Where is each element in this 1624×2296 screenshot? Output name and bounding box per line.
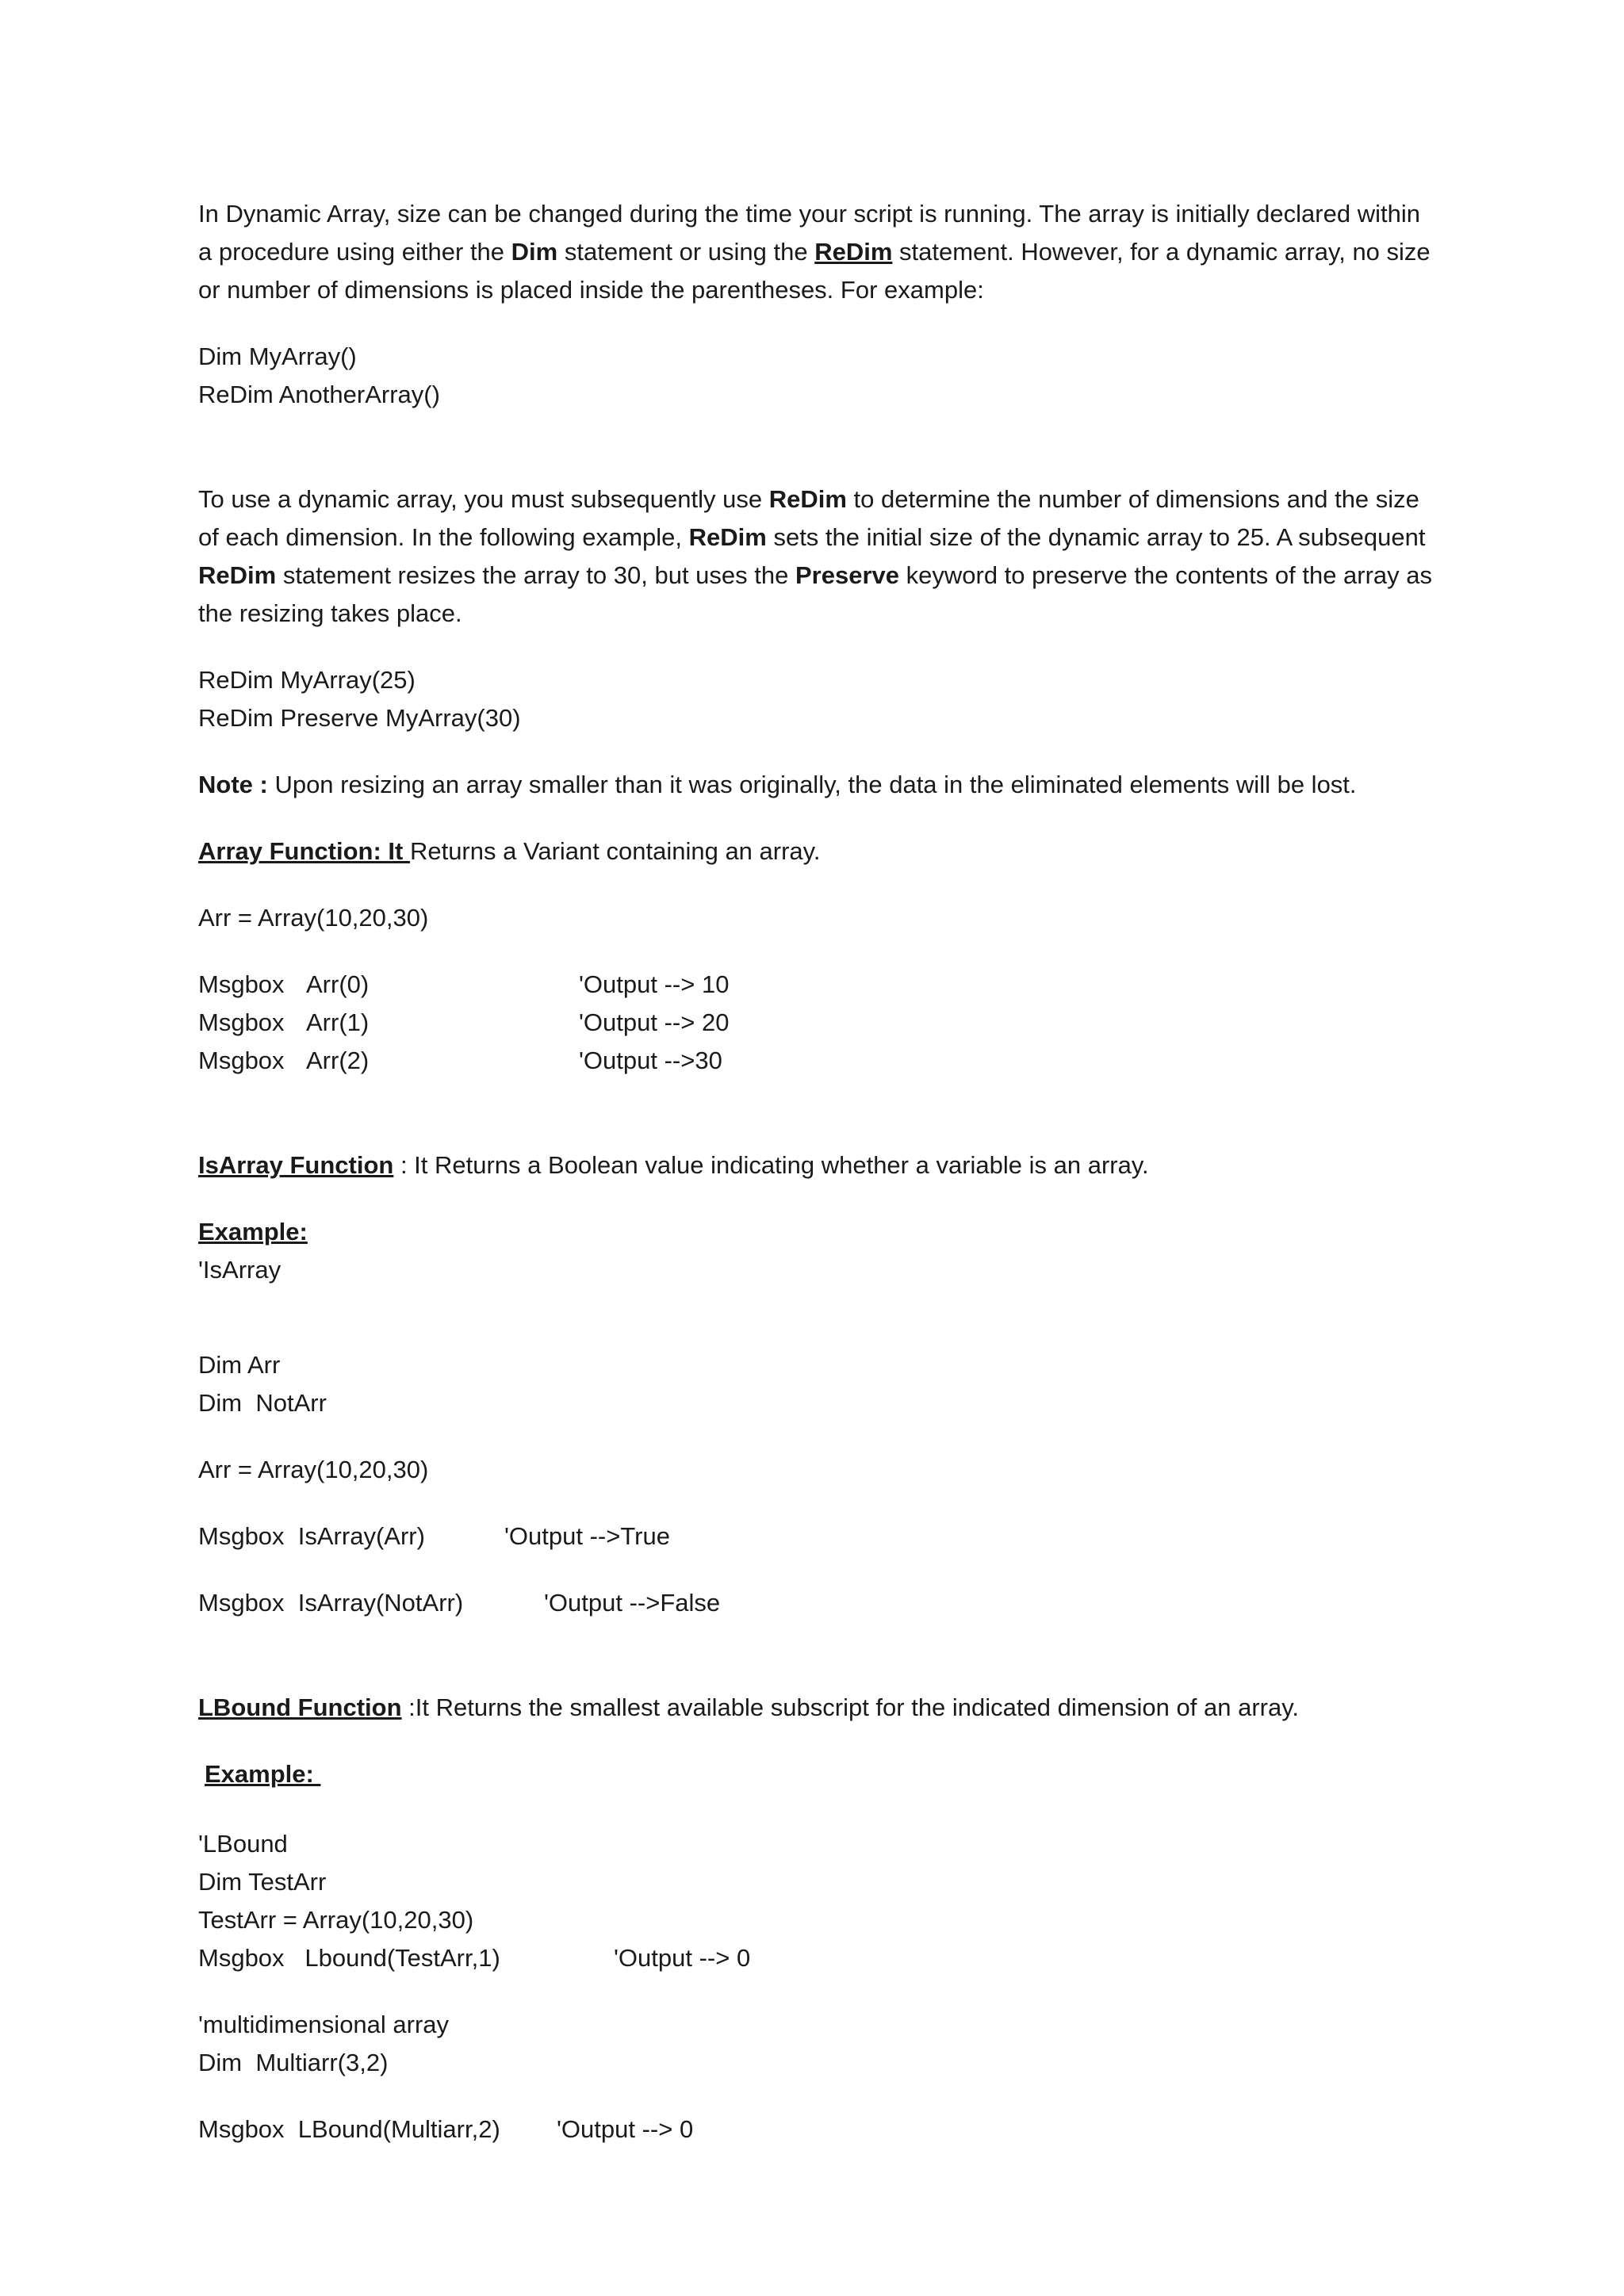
code-line: Dim Multiarr(3,2) bbox=[198, 2049, 389, 2076]
lbound-function-heading bbox=[198, 1689, 1435, 1727]
code-output: 'Output --> 0 bbox=[557, 2115, 694, 2143]
code-cmd: Msgbox bbox=[198, 1008, 285, 1036]
note-label: Note : bbox=[198, 771, 268, 798]
usage-text-c: sets the initial size of the dynamic array to 25. A subsequent bbox=[766, 523, 1426, 551]
lbound-multi-test-row bbox=[198, 2110, 1435, 2149]
code-cmd: Msgbox LBound(Multiarr,2) bbox=[198, 2115, 500, 2143]
code-comment: 'LBound bbox=[198, 1830, 288, 1858]
code-line: Dim NotArr bbox=[198, 1389, 327, 1417]
code-cmd: Msgbox IsArray(Arr) bbox=[198, 1522, 425, 1550]
example-label: Example: bbox=[198, 1218, 308, 1246]
dim-keyword: Dim bbox=[511, 238, 558, 266]
code-output: 'Output -->True bbox=[504, 1522, 670, 1550]
code-line: ReDim Preserve MyArray(30) bbox=[198, 704, 521, 732]
code-line: Dim MyArray() bbox=[198, 342, 357, 370]
array-function-heading bbox=[198, 832, 1435, 871]
code-example-declare bbox=[198, 338, 1435, 414]
document-body bbox=[198, 195, 1435, 2149]
isarray-test-row bbox=[198, 1517, 1435, 1556]
redim-keyword: ReDim bbox=[814, 238, 893, 266]
code-output: 'Output --> 0 bbox=[614, 1944, 751, 1972]
lbound-multi-block bbox=[198, 2006, 1435, 2082]
code-output: 'Output -->False bbox=[544, 1589, 721, 1617]
note-text: Upon resizing an array smaller than it was originally, the data in the eliminated elements will be lost. bbox=[267, 771, 1357, 798]
isarray-decl-block bbox=[198, 1346, 1435, 1422]
isarray-example-header bbox=[198, 1213, 1435, 1289]
dynamic-array-usage bbox=[198, 480, 1435, 633]
intro-text-c: statement. However, for a dynamic array, no size or number of dimensions is placed inside the parentheses. For example: bbox=[198, 238, 1431, 304]
preserve-keyword: Preserve bbox=[795, 561, 900, 589]
lbound-example-block bbox=[198, 1825, 1435, 1977]
code-line: Dim Arr bbox=[198, 1351, 281, 1379]
code-arg: Arr(0) bbox=[306, 970, 370, 998]
redim-keyword: ReDim bbox=[198, 561, 277, 589]
note-paragraph bbox=[198, 766, 1435, 804]
code-output: 'Output --> 20 bbox=[579, 1008, 730, 1036]
usage-text-a: To use a dynamic array, you must subsequently use bbox=[198, 485, 769, 513]
code-comment: 'multidimensional array bbox=[198, 2011, 450, 2038]
code-cmd: Msgbox Lbound(TestArr,1) bbox=[198, 1944, 500, 1972]
intro-text-a: In Dynamic Array, size can be changed during the time your script is running. The array is initially declared within a procedure using either the bbox=[198, 200, 1420, 266]
usage-text-d: statement resizes the array to 30, but uses the bbox=[276, 561, 795, 589]
code-arg: Arr(1) bbox=[306, 1008, 370, 1036]
code-comment: 'IsArray bbox=[198, 1256, 282, 1284]
redim-keyword: ReDim bbox=[768, 485, 847, 513]
code-row bbox=[198, 966, 1435, 1004]
example-label: Example: bbox=[205, 1760, 321, 1788]
usage-text-e: keyword to preserve the contents of the array as the resizing takes place. bbox=[198, 561, 1433, 627]
code-cmd: Msgbox IsArray(NotArr) bbox=[198, 1589, 464, 1617]
isarray-function-desc: : It Returns a Boolean value indicating whether a variable is an array. bbox=[393, 1151, 1149, 1179]
code-output: 'Output --> 10 bbox=[579, 970, 730, 998]
lbound-example-label-row bbox=[198, 1755, 1435, 1793]
array-function-title: Array Function: It bbox=[198, 837, 410, 865]
dynamic-array-intro bbox=[198, 195, 1435, 309]
intro-text-b: statement or using the bbox=[557, 238, 815, 266]
code-line: ReDim MyArray(25) bbox=[198, 666, 416, 694]
redim-keyword: ReDim bbox=[688, 523, 767, 551]
code-example-redim bbox=[198, 661, 1435, 737]
code-line: TestArr = Array(10,20,30) bbox=[198, 1906, 474, 1934]
usage-text-b: to determine the number of dimensions and the size of each dimension. In the following example, bbox=[198, 485, 1419, 551]
isarray-function-title: IsArray Function bbox=[198, 1151, 394, 1179]
code-output: 'Output -->30 bbox=[579, 1047, 722, 1074]
isarray-function-heading bbox=[198, 1146, 1435, 1184]
code-line: Dim TestArr bbox=[198, 1868, 327, 1896]
code-row bbox=[198, 1004, 1435, 1042]
code-cmd: Msgbox bbox=[198, 1047, 285, 1074]
code-row bbox=[198, 1042, 1435, 1080]
lbound-function-desc: :It Returns the smallest available subscript for the indicated dimension of an array. bbox=[401, 1693, 1300, 1721]
isarray-assign-line: Arr = Array(10,20,30) bbox=[198, 1456, 429, 1483]
isarray-test-row bbox=[198, 1584, 1435, 1622]
code-line: ReDim AnotherArray() bbox=[198, 381, 440, 408]
code-cmd: Msgbox bbox=[198, 970, 285, 998]
array-assign-line: Arr = Array(10,20,30) bbox=[198, 904, 429, 932]
array-msgbox-block bbox=[198, 966, 1435, 1080]
lbound-function-title: LBound Function bbox=[198, 1693, 402, 1721]
array-function-desc: Returns a Variant containing an array. bbox=[409, 837, 821, 865]
code-row bbox=[198, 1939, 1435, 1977]
code-arg: Arr(2) bbox=[306, 1047, 370, 1074]
